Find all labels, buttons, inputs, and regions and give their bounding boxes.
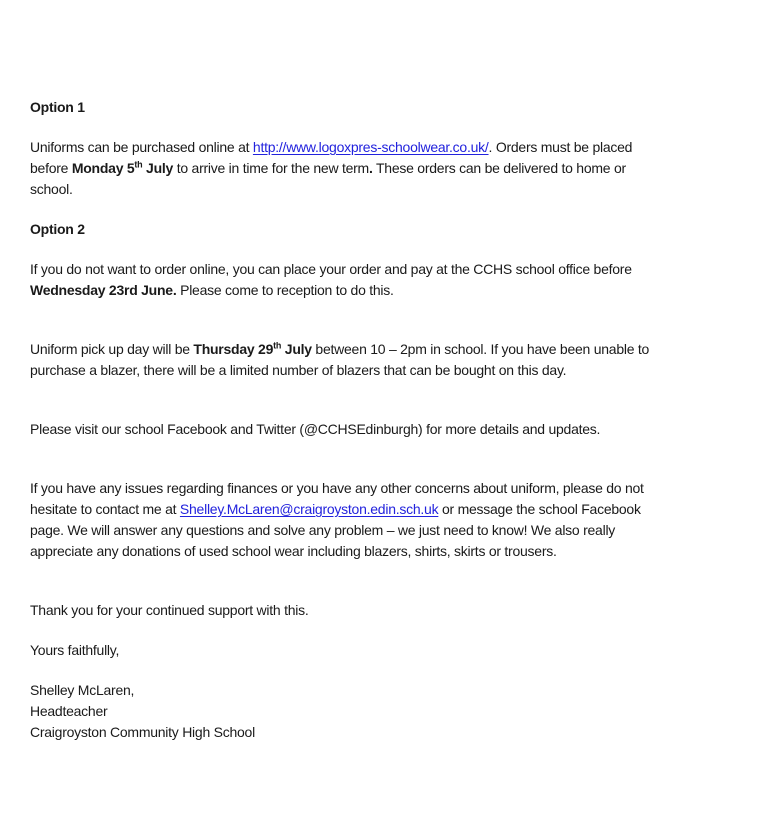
text-run: Please come to reception to do this. [176, 282, 394, 298]
text-run: Wednesday 23rd June. [30, 282, 177, 298]
valediction [30, 640, 728, 661]
text-run: before [30, 160, 72, 176]
social-media-paragraph [30, 419, 728, 440]
text-run: If you do not want to order online, you can place your order and pay at the CCHS school office before [30, 261, 632, 277]
text-run: July [281, 341, 312, 357]
text-run: school. [30, 181, 73, 197]
schoolwear-link[interactable]: http://www.logoxpres-schoolwear.co.uk/ [252, 139, 489, 155]
text-run: Headteacher [30, 703, 108, 719]
signature-school [30, 722, 728, 743]
option-2-paragraph [30, 259, 728, 301]
pickup-day-paragraph [30, 339, 728, 381]
text-run: Yours faithfully, [30, 642, 120, 658]
signature-role [30, 701, 728, 722]
option-2-heading [30, 219, 728, 240]
text-run: Option 1 [30, 99, 85, 115]
contact-paragraph [30, 478, 728, 562]
option-1-paragraph [30, 137, 728, 200]
text-run: th [134, 159, 143, 170]
option-1-heading [30, 97, 728, 118]
signature-name [30, 680, 728, 701]
text-run: Uniform pick up day will be [30, 341, 194, 357]
thanks-paragraph [30, 600, 728, 621]
text-run: . Orders must be placed [488, 139, 633, 155]
text-run: Craigroyston Community High School [30, 724, 255, 740]
text-run: between 10 – 2pm in school. If you have been unable to [311, 341, 650, 357]
text-run: th [273, 340, 282, 351]
text-run: appreciate any donations of used school wear including blazers, shirts, skirts or trousers. [30, 543, 557, 559]
email-link[interactable]: Shelley.McLaren@craigroyston.edin.sch.uk [179, 501, 439, 517]
text-run: . [368, 160, 373, 176]
text-run: Thank you for your continued support with this. [30, 602, 309, 618]
text-run: Thursday 29 [193, 341, 274, 357]
text-run: Uniforms can be purchased online at [30, 139, 253, 155]
text-run: hesitate to contact me at [30, 501, 180, 517]
letter-body [30, 97, 728, 743]
text-run: Shelley McLaren, [30, 682, 135, 698]
text-run: or message the school Facebook [438, 501, 641, 517]
text-run: These orders can be delivered to home or [372, 160, 626, 176]
text-run: Please visit our school Facebook and Twitter (@CCHSEdinburgh) for more details and updates. [30, 421, 601, 437]
text-run: page. We will answer any questions and solve any problem – we just need to know! We also really [30, 522, 616, 538]
text-run: July [142, 160, 174, 176]
text-run: purchase a blazer, there will be a limited number of blazers that can be bought on this day. [30, 362, 567, 378]
text-run: Monday 5 [71, 160, 135, 176]
text-run: to arrive in time for the new term [173, 160, 369, 176]
text-run: Option 2 [30, 221, 85, 237]
text-run: If you have any issues regarding finances or you have any other concerns about uniform, please do not [30, 480, 644, 496]
